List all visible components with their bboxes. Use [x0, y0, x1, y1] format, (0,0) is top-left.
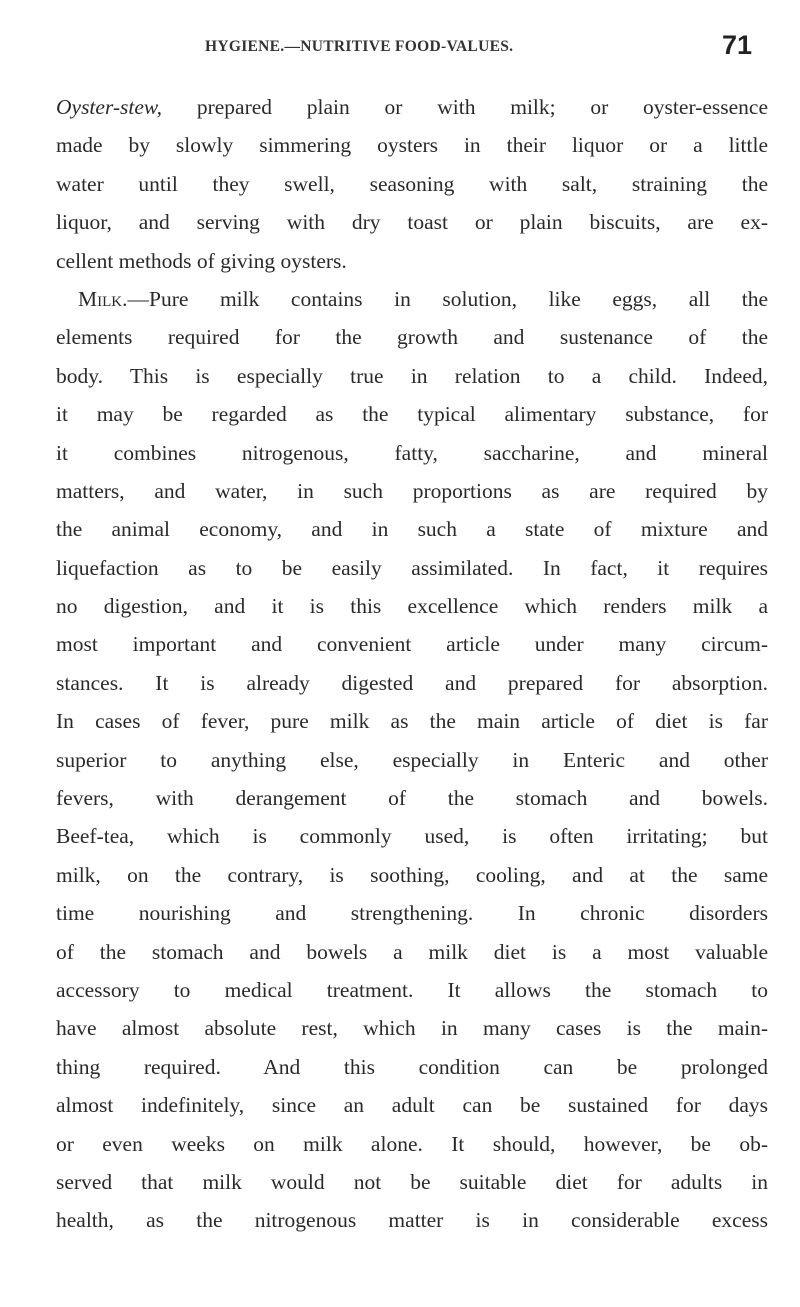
text-line: most important and convenient article under many circum-: [56, 632, 768, 657]
text-fragment: prepared plain or with milk; or oyster-essence: [162, 95, 768, 119]
text-line: superior to anything else, especially in Enteric and other: [56, 747, 768, 772]
page-number: 71: [722, 30, 753, 60]
text-fragment: —Pure milk contains in solution, like eggs, all the: [127, 286, 768, 311]
text-line: accessory to medical treatment. It allows the stomach to: [56, 977, 768, 1002]
text-line: almost indefinitely, since an adult can be sustained for days: [56, 1093, 768, 1118]
text-line: water until they swell, seasoning with salt, straining the: [56, 171, 768, 196]
text-line: [56, 88, 768, 126]
text-line: time nourishing and strengthening. In chronic disorders: [56, 901, 768, 926]
text-line: thing required. And this condition can be prolonged: [56, 1054, 768, 1079]
text-line: [56, 280, 768, 318]
text-line: liquefaction as to be easily assimilated. In fact, it requires: [56, 555, 768, 580]
text-line: fevers, with derangement of the stomach and bowels.: [56, 786, 768, 811]
text-line: it combines nitrogenous, fatty, saccharine, and mineral: [56, 440, 768, 465]
text-line: have almost absolute rest, which in many cases is the main-: [56, 1016, 768, 1041]
body-text: [56, 88, 768, 1240]
text-line: it may be regarded as the typical alimentary substance, for: [56, 402, 768, 427]
text-line: body. This is especially true in relation to a child. Indeed,: [56, 363, 768, 388]
text-line: stances. It is already digested and prepared for absorption.: [56, 670, 768, 695]
text-line: the animal economy, and in such a state of mixture and: [56, 517, 768, 542]
milk-heading: Milk.: [78, 286, 128, 311]
page-header: [0, 32, 800, 68]
running-head: HYGIENE.—NUTRITIVE FOOD-VALUES.: [205, 38, 514, 55]
oyster-stew-term: Oyster-stew,: [56, 95, 163, 119]
text-line: liquor, and serving with dry toast or plain biscuits, are ex-: [56, 210, 768, 235]
text-line: matters, and water, in such proportions as are required by: [56, 478, 768, 503]
text-line: no digestion, and it is this excellence which renders milk a: [56, 594, 768, 619]
text-line: milk, on the contrary, is soothing, cooling, and at the same: [56, 862, 768, 887]
text-line: made by slowly simmering oysters in their liquor or a little: [56, 133, 768, 158]
text-line: or even weeks on milk alone. It should, however, be ob-: [56, 1131, 768, 1156]
text-line: Beef-tea, which is commonly used, is often irritating; but: [56, 824, 768, 849]
text-line: In cases of fever, pure milk as the main article of diet is far: [56, 709, 768, 734]
text-line: elements required for the growth and sustenance of the: [56, 325, 768, 350]
text-line: cellent methods of giving oysters.: [56, 248, 347, 273]
text-line: health, as the nitrogenous matter is in considerable excess: [56, 1208, 768, 1233]
text-line: of the stomach and bowels a milk diet is a most valuable: [56, 939, 768, 964]
text-line: served that milk would not be suitable diet for adults in: [56, 1169, 768, 1194]
